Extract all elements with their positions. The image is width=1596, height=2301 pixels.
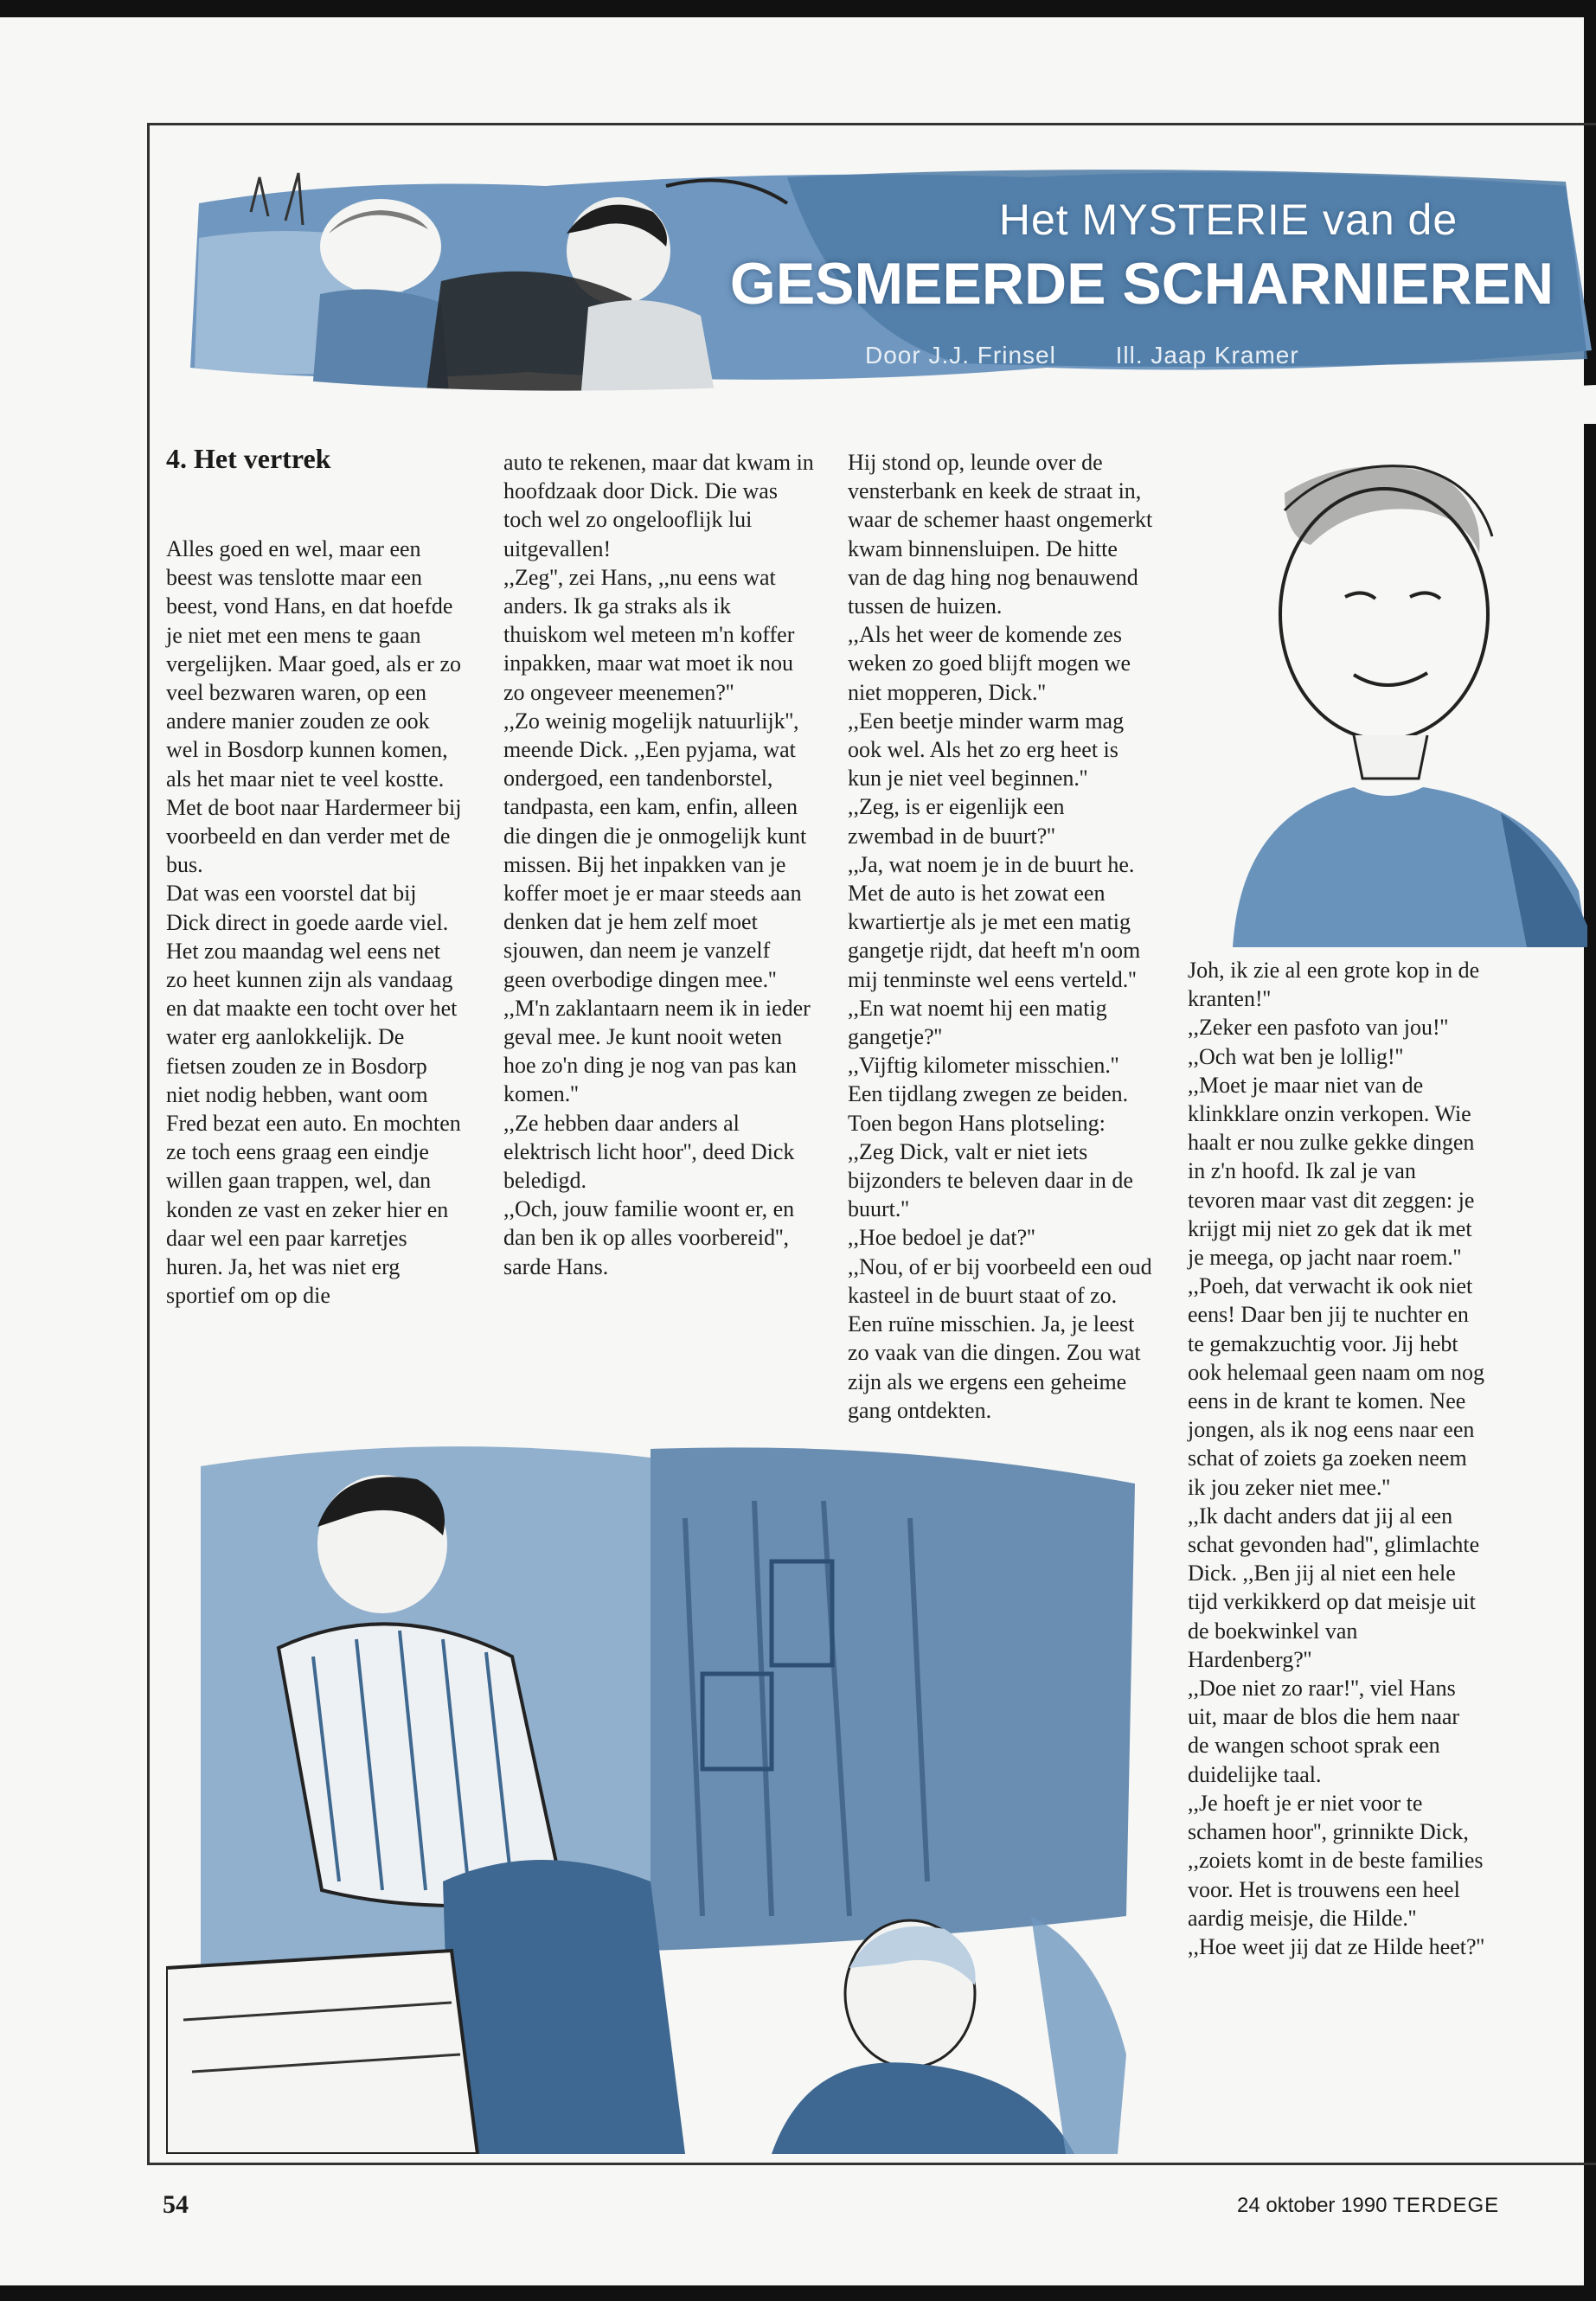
- paragraph: auto te rekenen, maar dat kwam in hoofdzaak door Dick. Die was toch wel zo ongelooflijk lui uitgevallen!: [503, 450, 814, 561]
- paragraph: ,,Doe niet zo raar!'', viel Hans uit, maar de blos die hem naar de wangen schoot sprak een duidelijke taal.: [1188, 1676, 1460, 1787]
- scan-edge-bottom: [0, 2285, 1596, 2301]
- paragraph: ,,Poeh, dat verwacht ik ook niet eens! Daar ben jij te nuchter en te gemakzuchtig voor. Jij hebt ook helemaal geen naam om nog eens in de krant te komen. Nee jongen, als ik nog eens naar een schat of zoiets ga zoeken neem ik jou zeker niet mee.'': [1188, 1273, 1484, 1500]
- text-column-4: [1188, 956, 1486, 1961]
- frame-line-bottom: [147, 2163, 1596, 2165]
- text-column-2: [503, 448, 815, 1281]
- paragraph: ,,Ze hebben daar anders al elektrisch licht hoor'', deed Dick beledigd.: [503, 1110, 795, 1194]
- paragraph: ,,Hoe bedoel je dat?'': [848, 1225, 1035, 1251]
- paragraph: ,,Ja, wat noem je in de buurt he. Met de auto is het zowat een kwartiertje als je met een matig gangetje rijdt, dat heeft m'n oom mij tenminste wel eens verteld.'': [848, 851, 1141, 992]
- paragraph: ,,Je hoeft je er niet voor te schamen hoor'', grinnikte Dick, ,,zoiets komt in de beste families voor. Het is trouwens een heel aardig meisje, die Hilde.'': [1188, 1790, 1484, 1931]
- page-footer: [1237, 2194, 1499, 2218]
- frame-line-left: [147, 123, 150, 2164]
- paragraph: ,,Vijftig kilometer misschien.'': [848, 1053, 1119, 1079]
- paragraph: Een tijdlang zwegen ze beiden. Toen begon Hans plotseling: ,,Zeg Dick, valt er niet iets bijzonders te beleven daar in de buurt.'': [848, 1081, 1133, 1222]
- paragraph: ,,Och, jouw familie woont er, en dan ben ik op alles voorbereid'', sarde Hans.: [503, 1196, 795, 1279]
- issue-date: 24 oktober 1990: [1237, 2194, 1388, 2217]
- paragraph: Joh, ik zie al een grote kop in de kranten!'': [1188, 958, 1480, 1012]
- scan-edge-top: [0, 0, 1596, 17]
- chapter-title: 4. Het vertrek: [166, 443, 331, 474]
- paragraph: Alles goed en wel, maar een beest was tenslotte maar een beest, vond Hans, en dat hoefde je niet met een mens te gaan vergelijken. Maar goed, als er zo veel bezwaren waren, op een andere manier zouden ze ook wel in Bosdorp kunnen komen, als het maar niet te veel kostte. Met de boot naar Hardermeer bij voorbeeld en dan verder met de bus.: [166, 536, 462, 878]
- paragraph: ,,Zeker een pasfoto van jou!'': [1188, 1015, 1449, 1041]
- paragraph: ,,Hoe weet jij dat ze Hilde heet?'': [1188, 1933, 1484, 1959]
- frame-line-top: [147, 123, 1596, 125]
- text-column-1: [166, 535, 465, 1310]
- paragraph: ,,Och wat ben je lollig!'': [1188, 1043, 1404, 1069]
- story-title: [729, 195, 1583, 317]
- paragraph: Dat was een voorstel dat bij Dick direct in goede aarde viel. Het zou maandag wel eens net zo heet kunnen zijn als vandaag en dat maakte een tocht over het water erg aanlokkelijk. De fietsen zouden ze in Bosdorp niet nodig hebben, want oom Fred bezat een auto. En mochten ze toch eens graag een eindje willen gaan trappen, wel, dan konden ze vast en zeker hier en daar wel een paar karretjes huren. Ja, het was niet erg sportief om op die: [166, 881, 461, 1309]
- paragraph: ,,Zeg, is er eigenlijk een zwembad in de buurt?'': [848, 794, 1065, 849]
- paragraph: ,,Als het weer de komende zes weken zo goed blijft mogen we niet mopperen, Dick.'': [848, 622, 1131, 705]
- paragraph: ,,M'n zaklantaarn neem ik in ieder geval mee. Je kunt nooit weten hoe zo'n ding je nog van pas kan komen.'': [503, 995, 811, 1107]
- paragraph: Hij stond op, leunde over de vensterbank en keek de straat in, waar de schemer haast ongemerkt kwam binnensluipen. De hitte van de dag hing nog benauwend tussen de huizen.: [848, 450, 1153, 619]
- author-credit: Door J.J. Frinsel: [865, 342, 1056, 369]
- paragraph: ,,Zeg'', zei Hans, ,,nu eens wat anders. Ik ga straks als ik thuiskom wel meteen m'n koffer inpakken, maar wat moet ik nou zo ongeveer meenemen?'': [503, 564, 795, 705]
- paragraph: ,,Moet je maar niet van de klinkklare onzin verkopen. Wie haalt er nou zulke gekke dingen in z'n hoofd. Ik zal je van tevoren maar vast dit zeggen: je krijgt mij niet zo gek dat ik met je meega, op jacht naar roem.'': [1188, 1072, 1475, 1271]
- paragraph: ,,En wat noemt hij een matig gangetje?'': [848, 995, 1107, 1050]
- paragraph: ,,Een beetje minder warm mag ook wel. Als het zo erg heet is kun je niet veel beginnen.'': [848, 708, 1125, 792]
- story-title-line2: GESMEERDE SCHARNIEREN: [729, 251, 1554, 317]
- page-number: 54: [163, 2190, 189, 2219]
- portrait-illustration: [1181, 441, 1596, 947]
- illustrator-credit: Ill. Jaap Kramer: [1115, 342, 1299, 369]
- paragraph: ,,Nou, of er bij voorbeeld een oud kasteel in de buurt staat of zo. Een ruïne misschien. Ja, je leest zo vaak van die dingen. Zou wat zijn als we ergens een geheime gang ontdekten.: [848, 1253, 1152, 1423]
- paragraph: ,,Zo weinig mogelijk natuurlijk'', meende Dick. ,,Een pyjama, wat ondergoed, een tandenborstel, tandpasta, een kam, enfin, alleen die dingen die je onmogelijk kunt missen. Bij het inpakken van je koffer moet je er maar steeds aan denken dat je hem zelf moet sjouwen, dan neem je vanzelf geen overbodige dingen mee.'': [503, 708, 807, 992]
- paragraph: ,,Ik dacht anders dat jij al een schat gevonden had'', glimlachte Dick. ,,Ben jij al niet een hele tijd verkikkerd op dat meisje uit de boekwinkel van Hardenberg?'': [1188, 1503, 1480, 1672]
- magazine-name: TERDEGE: [1393, 2194, 1500, 2217]
- text-column-3: [848, 448, 1155, 1425]
- scene-illustration: [166, 1432, 1144, 2154]
- story-title-line1: Het MYSTERIE van de: [998, 195, 1458, 244]
- byline: [865, 342, 1351, 369]
